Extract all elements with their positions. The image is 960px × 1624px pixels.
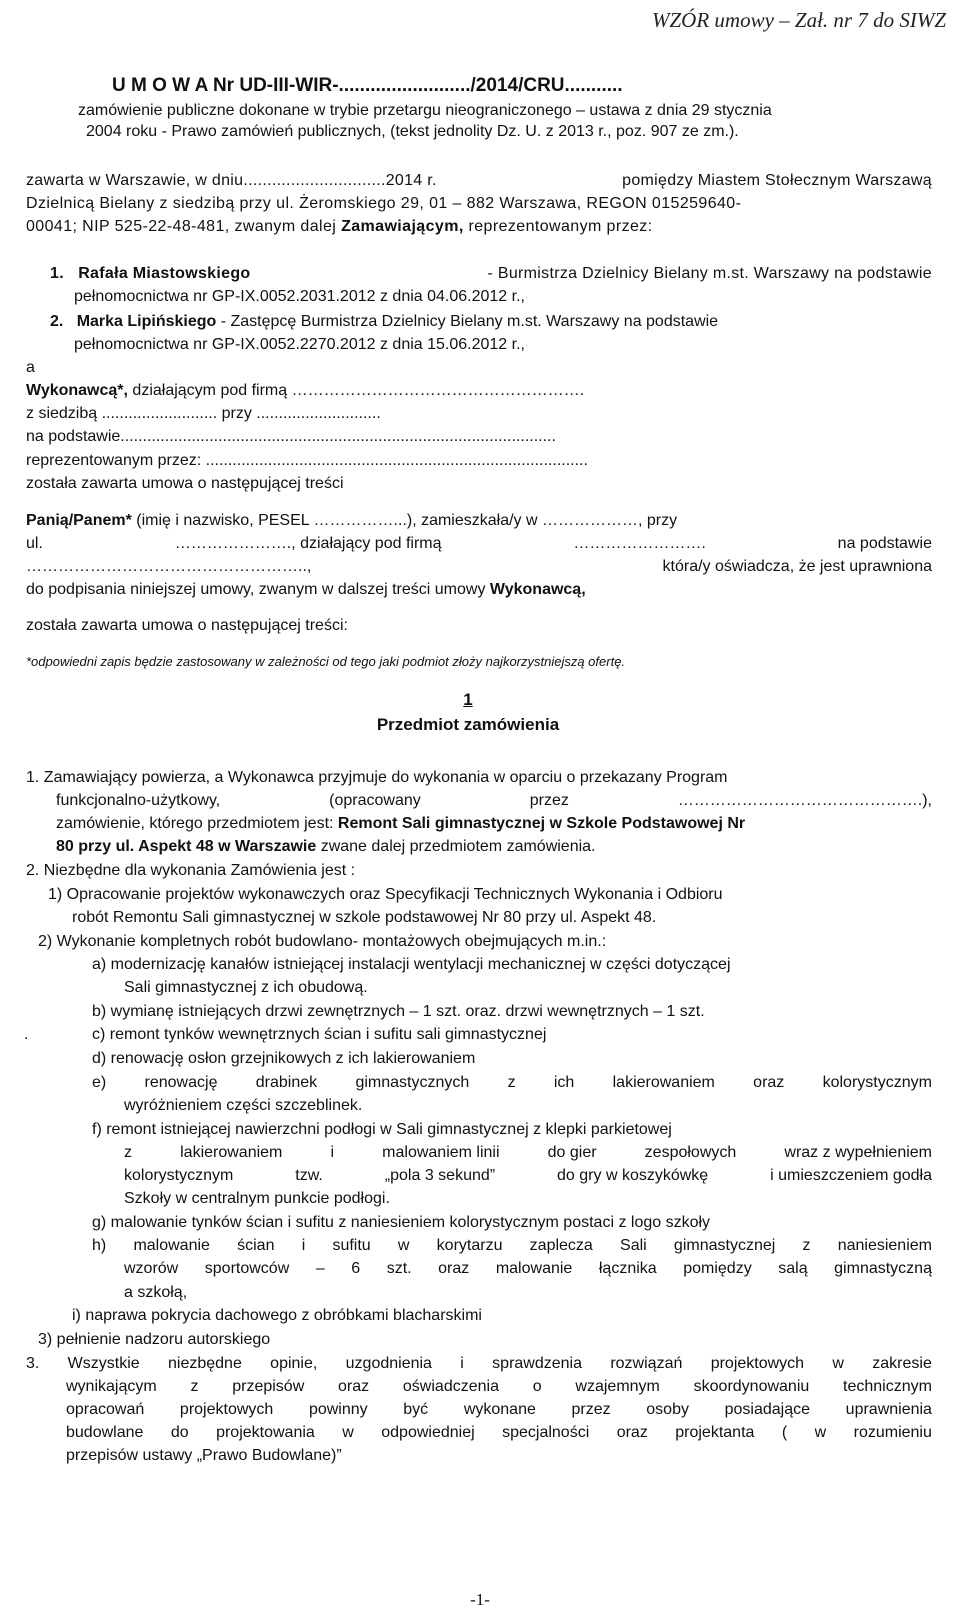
p2-item-3: 3) pełnienie nadzoru autorskiego bbox=[38, 1331, 271, 1348]
word: sportowców bbox=[204, 1260, 290, 1277]
word: ul. bbox=[26, 535, 43, 552]
contractor-representative: reprezentowanym przez: ...................................................................................... bbox=[26, 452, 588, 469]
contractor-firm: działającym pod firmą ………………………………………………. bbox=[132, 382, 585, 399]
word: malowanie bbox=[133, 1237, 210, 1254]
person-line-4 bbox=[26, 580, 586, 599]
p1-line-4 bbox=[56, 837, 596, 856]
p3-line-4 bbox=[66, 1423, 932, 1442]
rep-role: - Burmistrza Dzielnicy Bielany m.st. Warszawy na podstawie bbox=[487, 265, 932, 282]
rep-role: - Zastępcę Burmistrza Dzielnicy Bielany m.st. Warszawy na podstawie bbox=[220, 313, 719, 330]
word: przez bbox=[571, 1401, 611, 1418]
rep-name: Rafała Miastowskiego bbox=[78, 265, 251, 282]
p2-h-line-2 bbox=[124, 1259, 932, 1278]
word: wraz z wypełnieniem bbox=[784, 1144, 932, 1161]
word: powinny bbox=[308, 1401, 368, 1418]
template-header: WZÓR umowy – Zał. nr 7 do SIWZ bbox=[651, 8, 946, 32]
word: rozumieniu bbox=[853, 1424, 932, 1441]
word: budowlane bbox=[66, 1424, 144, 1441]
word: sprawdzenia bbox=[492, 1355, 582, 1372]
footnote: *odpowiedni zapis będzie zastosowany w zależności od tego jaki podmiot złoży najkorzystniejszą ofertę. bbox=[26, 654, 626, 669]
intro-line-2: Dzielnicą Bielany z siedzibą przy ul. Żeromskiego 29, 01 – 882 Warszawa, REGON 015259640- bbox=[26, 195, 742, 212]
person-details: (imię i nazwisko, PESEL ……………...), zamieszkała/y w ………………, przy bbox=[136, 512, 678, 529]
word: rozwiązań bbox=[610, 1355, 683, 1372]
word: skoordynowaniu bbox=[693, 1378, 810, 1395]
rep-name: Marka Lipińskiego bbox=[76, 313, 217, 330]
p2-i: i) naprawa pokrycia dachowego z obróbkami blacharskimi bbox=[72, 1307, 482, 1324]
p2-h-line-1 bbox=[92, 1236, 932, 1255]
word: szt. bbox=[386, 1260, 412, 1277]
word: i bbox=[301, 1237, 306, 1254]
p1-line-1: 1. Zamawiający powierza, a Wykonawca przyjmuje do wykonania w oparciu o przekazany Program bbox=[26, 769, 728, 786]
word: w bbox=[342, 1424, 354, 1441]
word: o bbox=[532, 1378, 542, 1395]
word: i umieszczeniem godła bbox=[770, 1167, 932, 1184]
word: na podstawie bbox=[837, 535, 932, 552]
p2-item-1-line-1: 1) Opracowanie projektów wykonawczych oraz Specyfikacji Technicznych Wykonania i Odbioru bbox=[48, 886, 723, 903]
p1-text-end: zwane dalej przedmiotem zamówienia. bbox=[320, 838, 596, 855]
word: Sali bbox=[620, 1237, 647, 1254]
wykonawca-label: Wykonawcą*, bbox=[26, 382, 128, 399]
representative-1 bbox=[50, 264, 932, 283]
contractor-line-1 bbox=[26, 381, 584, 400]
word: oraz bbox=[616, 1424, 648, 1441]
section-title: Przedmiot zamówienia bbox=[376, 715, 560, 734]
page-number: -1- bbox=[470, 1590, 490, 1609]
word: osoby bbox=[646, 1401, 689, 1418]
word: i bbox=[460, 1355, 464, 1372]
word: 3. bbox=[26, 1355, 40, 1372]
p2-g: g) malowanie tynków ścian i sufitu z naniesieniem kolorystycznym postaci z logo szkoły bbox=[92, 1214, 711, 1231]
word: uprawnienia bbox=[845, 1401, 932, 1418]
word: …………………., działający pod firmą bbox=[174, 535, 442, 552]
word: przepisów bbox=[232, 1378, 305, 1395]
word: do gier bbox=[547, 1144, 597, 1161]
p2-item-1-line-2: robót Remontu Sali gimnastycznej w szkole podstawowej Nr 80 przy ul. Aspekt 48. bbox=[72, 909, 657, 926]
word: funkcjonalno-użytkowy, bbox=[56, 792, 221, 809]
word: z bbox=[190, 1378, 199, 1395]
word: w bbox=[814, 1424, 827, 1441]
p2-c: c) remont tynków wewnętrznych ścian i sufitu sali gimnastycznej bbox=[92, 1026, 547, 1043]
word: …………………………………………….., bbox=[26, 558, 312, 575]
word: gimnastycznych bbox=[355, 1074, 470, 1091]
word: wzajemnym bbox=[575, 1378, 660, 1395]
word: Wszystkie bbox=[67, 1355, 140, 1372]
wykonawca-label: Wykonawcą, bbox=[489, 581, 586, 598]
word: oświadczenia bbox=[402, 1378, 499, 1395]
contract-concluded: została zawarta umowa o następującej treści bbox=[26, 475, 344, 492]
p1-line-2 bbox=[56, 791, 932, 810]
word: ścian bbox=[237, 1237, 275, 1254]
p1-line-3 bbox=[56, 814, 745, 833]
word: do gry w koszykówkę bbox=[557, 1167, 709, 1184]
word: zespołowych bbox=[644, 1144, 737, 1161]
person-line-1 bbox=[26, 511, 677, 530]
p2-item-2: 2) Wykonanie kompletnych robót budowlano- montażowych obejmujących m.in.: bbox=[38, 933, 607, 950]
zamawiajacy-label: Zamawiającym, bbox=[341, 218, 464, 235]
word: korytarzu bbox=[436, 1237, 503, 1254]
word: renowację bbox=[144, 1074, 218, 1091]
word: opracowań bbox=[66, 1401, 145, 1418]
word: oraz bbox=[438, 1260, 470, 1277]
word: i bbox=[330, 1144, 335, 1161]
p3-line-5: przepisów ustawy „Prawo Budowlane)” bbox=[66, 1447, 342, 1464]
word: być bbox=[403, 1401, 429, 1418]
contractor-basis: na podstawie.................................................................................................. bbox=[26, 428, 556, 445]
representative-2 bbox=[50, 312, 718, 331]
person-label: Panią/Panem* bbox=[26, 512, 132, 529]
section-number: 1 bbox=[463, 690, 473, 709]
contract-title: U M O W A Nr UD-III-WIR-........................./2014/CRU........... bbox=[112, 75, 623, 96]
word: z bbox=[802, 1237, 811, 1254]
p2-d: d) renowację osłon grzejnikowych z ich lakierowaniem bbox=[92, 1050, 476, 1067]
word: uzgodnienia bbox=[345, 1355, 432, 1372]
p2-f-line-4: Szkoły w centralnym punkcie podłogi. bbox=[124, 1190, 390, 1207]
word: tzw. bbox=[295, 1167, 323, 1184]
word: lakierowaniem bbox=[180, 1144, 283, 1161]
p2-h-line-3: a szkołą, bbox=[124, 1284, 188, 1301]
word: zakresie bbox=[872, 1355, 932, 1372]
word: pomiędzy bbox=[683, 1260, 752, 1277]
person-line-3 bbox=[26, 557, 932, 576]
p2-heading: 2. Niezbędne dla wykonania Zamówienia jest : bbox=[26, 862, 356, 879]
word: łącznika bbox=[598, 1260, 657, 1277]
p1-text: zamówienie, którego przedmiotem jest: bbox=[56, 815, 334, 832]
p2-f-line-1: f) remont istniejącej nawierzchni podłogi w Sali gimnastycznej z klepki parkietowej bbox=[92, 1121, 672, 1138]
word: w bbox=[397, 1237, 410, 1254]
p2-e-line-1 bbox=[92, 1073, 932, 1092]
word: gimnastycznej bbox=[673, 1237, 776, 1254]
word: salą bbox=[778, 1260, 808, 1277]
word: wynikającym bbox=[66, 1378, 157, 1395]
word: h) bbox=[92, 1237, 107, 1254]
representative-1-line-2: pełnomocnictwa nr GP-IX.0052.2031.2012 z dnia 04.06.2012 r., bbox=[74, 288, 525, 305]
word: posiadające bbox=[724, 1401, 811, 1418]
word: ……………………. bbox=[573, 535, 706, 552]
p2-e-line-2: wyróżnieniem części szczeblinek. bbox=[124, 1097, 363, 1114]
word: wzorów bbox=[124, 1260, 179, 1277]
rep-num: 1. bbox=[50, 265, 64, 282]
rep-num: 2. bbox=[50, 313, 64, 330]
word: odpowiedniej bbox=[381, 1424, 475, 1441]
word: zaplecza bbox=[529, 1237, 593, 1254]
word: e) bbox=[92, 1074, 107, 1091]
p2-a-line-1: a) modernizację kanałów istniejącej instalacji wentylacji mechanicznej w części dotyczącej bbox=[92, 956, 731, 973]
contractor-seat: z siedzibą .......................... przy ............................ bbox=[26, 405, 381, 422]
word: projektowych bbox=[179, 1401, 274, 1418]
person-text: do podpisania niniejszej umowy, zwanym w dalszej treści umowy bbox=[26, 581, 486, 598]
word: (opracowany bbox=[329, 792, 421, 809]
word: w bbox=[832, 1355, 844, 1372]
word: gimnastyczną bbox=[834, 1260, 932, 1277]
word: lakierowaniem bbox=[612, 1074, 715, 1091]
person-line-2 bbox=[26, 534, 932, 553]
word: sufitu bbox=[332, 1237, 371, 1254]
word: opinie, bbox=[270, 1355, 318, 1372]
subject-title: Remont Sali gimnastycznej w Szkole Podstawowej Nr bbox=[337, 815, 746, 832]
word: która/y oświadcza, że jest uprawniona bbox=[662, 558, 932, 575]
subject-address: 80 przy ul. Aspekt 48 w Warszawie bbox=[56, 838, 317, 855]
p2-a-line-2: Sali gimnastycznej z ich obudową. bbox=[124, 979, 368, 996]
word: ich bbox=[553, 1074, 575, 1091]
word: kolorystycznym bbox=[822, 1074, 932, 1091]
word: z bbox=[124, 1144, 132, 1161]
title-subline-1: zamówienie publiczne dokonane w trybie przetargu nieograniczonego – ustawa z dnia 29 stycznia bbox=[78, 102, 772, 119]
word: – bbox=[315, 1260, 325, 1277]
intro-party: pomiędzy Miastem Stołecznym Warszawą bbox=[622, 172, 932, 189]
title-subline-2: 2004 roku - Prawo zamówień publicznych, (tekst jednolity Dz. U. z 2013 r., poz. 907 ze zm.). bbox=[86, 123, 739, 140]
word: ……………………………………….), bbox=[677, 792, 932, 809]
p2-f-line-3 bbox=[124, 1166, 932, 1185]
intro-text-end: reprezentowanym przez: bbox=[468, 218, 653, 235]
word: projektowych bbox=[710, 1355, 805, 1372]
contract-concluded-2: została zawarta umowa o następującej treści: bbox=[26, 617, 348, 634]
word: kolorystycznym bbox=[124, 1167, 234, 1184]
word: wykonane bbox=[463, 1401, 536, 1418]
p3-line-3 bbox=[66, 1400, 932, 1419]
intro-line-1 bbox=[26, 171, 932, 190]
word: oraz bbox=[753, 1074, 785, 1091]
word: 6 bbox=[351, 1260, 361, 1277]
word: technicznym bbox=[843, 1378, 932, 1395]
word: malowaniem linii bbox=[382, 1144, 500, 1161]
word: oraz bbox=[338, 1378, 370, 1395]
word: projektanta bbox=[675, 1424, 755, 1441]
word: projektowania bbox=[216, 1424, 315, 1441]
word: specjalności bbox=[502, 1424, 590, 1441]
word: przez bbox=[529, 792, 569, 809]
p3-line-2 bbox=[66, 1377, 932, 1396]
word: malowanie bbox=[495, 1260, 573, 1277]
p2-f-line-2 bbox=[124, 1143, 932, 1162]
word: naniesieniem bbox=[837, 1237, 932, 1254]
p3-line-1 bbox=[26, 1354, 932, 1373]
word: „pola 3 sekund” bbox=[384, 1167, 496, 1184]
intro-line-3 bbox=[26, 217, 653, 236]
word: do bbox=[170, 1424, 189, 1441]
conjunction-a: a bbox=[26, 359, 35, 376]
word: drabinek bbox=[255, 1074, 318, 1091]
word: ( bbox=[781, 1424, 788, 1441]
intro-text: 00041; NIP 525-22-48-481, zwanym dalej bbox=[26, 218, 337, 235]
p2-b: b) wymianę istniejących drzwi zewnętrznych – 1 szt. oraz. drzwi wewnętrznych – 1 szt. bbox=[92, 1003, 705, 1020]
word: niezbędne bbox=[168, 1355, 242, 1372]
intro-date: zawarta w Warszawie, w dniu..............................2014 r. bbox=[26, 172, 437, 189]
stray-dot: . bbox=[24, 1026, 29, 1043]
representative-2-line-2: pełnomocnictwa nr GP-IX.0052.2270.2012 z dnia 15.06.2012 r., bbox=[74, 336, 525, 353]
word: z bbox=[507, 1074, 516, 1091]
